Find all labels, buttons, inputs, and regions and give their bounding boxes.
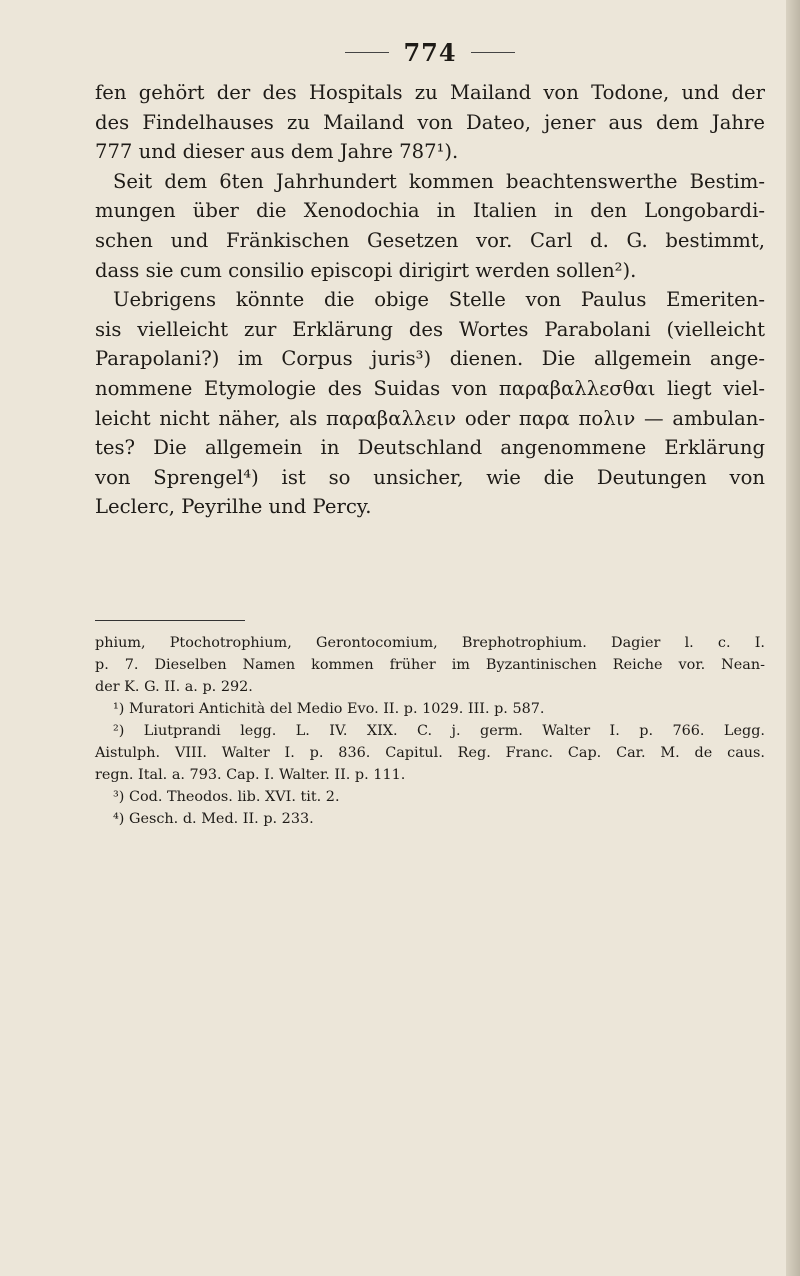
footnote-1: ¹) Muratori Antichità del Medio Evo. II. p. 1029. III. p. 587. [113, 701, 545, 717]
footnote-2: ²) Liutprandi legg. L. IV. XIX. C. j. germ. Walter I. p. 766. Legg. [113, 723, 765, 739]
footnote-3: ³) Cod. Theodos. lib. XVI. tit. 2. [113, 789, 340, 805]
body-line: leicht nicht näher, als παραβαλλειν oder παρα πολιν — ambulan- [95, 406, 765, 430]
page-number: 774 [403, 38, 457, 67]
body-line: Leclerc, Peyrilhe und Percy. [95, 495, 372, 519]
footnote-line: regn. Ital. a. 793. Cap. I. Walter. II. p. 111. [95, 767, 406, 783]
body-line: Parapolani?) im Corpus juris³) dienen. Die allgemein ange- [95, 347, 765, 371]
footnote-line: phium, Ptochotrophium, Gerontocomium, Brephotrophium. Dagier l. c. I. [95, 635, 765, 651]
body-line: tes? Die allgemein in Deutschland angenommene Erklärung [95, 436, 765, 460]
body-line: schen und Fränkischen Gesetzen vor. Carl d. G. bestimmt, [95, 228, 765, 252]
page-header [95, 38, 765, 67]
footnotes [95, 632, 765, 830]
body-line: mungen über die Xenodochia in Italien in den Longobardi- [95, 199, 765, 223]
header-rule-right [471, 52, 515, 53]
footnote-line: p. 7. Dieselben Namen kommen früher im Byzantinischen Reiche vor. Nean- [95, 657, 765, 673]
page-edge-shadow [786, 0, 800, 1276]
body-line: Seit dem 6ten Jahrhundert kommen beachtenswerthe Bestim- [113, 169, 765, 193]
footnote-line: Aistulph. VIII. Walter I. p. 836. Capitul. Reg. Franc. Cap. Car. M. de caus. [95, 745, 765, 761]
body-text [95, 78, 765, 522]
body-line: nommene Etymologie des Suidas von παραβαλλεσθαι liegt viel- [95, 376, 765, 400]
body-line: Uebrigens könnte die obige Stelle von Paulus Emeriten- [113, 288, 765, 312]
header-rule-left [345, 52, 389, 53]
body-line: sis vielleicht zur Erklärung des Wortes Parabolani (vielleicht [95, 317, 765, 341]
body-line: fen gehört der des Hospitals zu Mailand von Todone, und der [95, 81, 765, 104]
body-line: von Sprengel⁴) ist so unsicher, wie die Deutungen von [95, 465, 765, 489]
body-line: 777 und dieser aus dem Jahre 787¹). [95, 140, 459, 164]
body-line: dass sie cum consilio episcopi dirigirt werden sollen²). [95, 258, 637, 282]
footnote-separator [95, 620, 245, 621]
body-line: des Findelhauses zu Mailand von Dateo, jener aus dem Jahre [95, 110, 765, 134]
footnote-4: ⁴) Gesch. d. Med. II. p. 233. [113, 811, 314, 827]
footnote-line: der K. G. II. a. p. 292. [95, 679, 253, 695]
